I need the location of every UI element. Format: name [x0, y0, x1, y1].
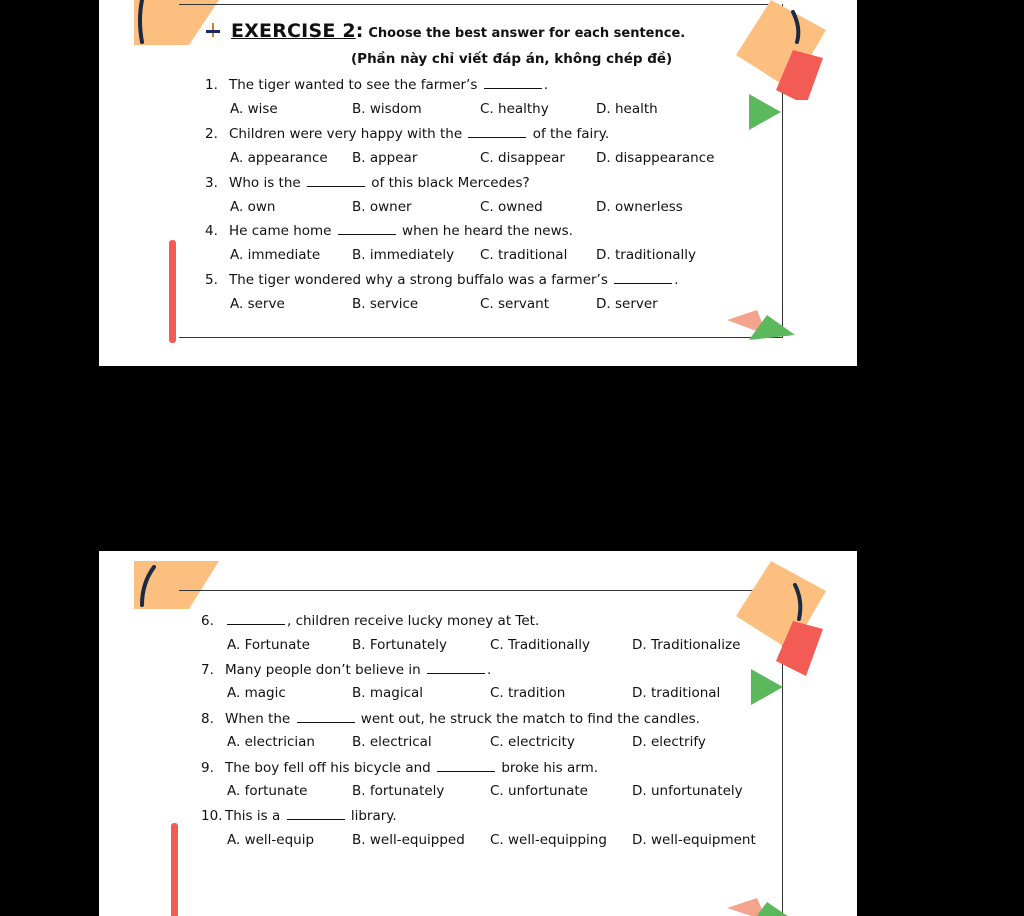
option-a: A. immediate: [230, 247, 321, 263]
question-3: [205, 174, 530, 191]
worksheet-page-1: [99, 0, 857, 366]
option-d: D. unfortunately: [632, 783, 743, 799]
question-4: [205, 222, 573, 239]
option-c: C. well-equipping: [490, 832, 607, 848]
frame-bottom-line: [179, 337, 783, 338]
title-colon: :: [355, 20, 364, 42]
question-10: [201, 807, 397, 824]
question-text-post: broke his arm.: [497, 760, 599, 776]
question-number: 9.: [201, 760, 214, 776]
option-b: B. magical: [352, 685, 424, 701]
question-9: [201, 759, 598, 776]
option-c: C. healthy: [480, 101, 549, 117]
question-number: 4.: [205, 223, 218, 239]
question-number: 8.: [201, 711, 214, 727]
left-red-bar: [169, 240, 176, 343]
option-a: A. own: [230, 199, 276, 215]
question-text-post: of the fairy.: [528, 126, 610, 142]
answer-blank: [484, 76, 542, 89]
question-text-post: .: [486, 662, 492, 678]
option-a: A. electrician: [227, 734, 315, 750]
question-number: 10.: [201, 808, 223, 824]
exercise-title-row: [203, 20, 685, 42]
green-triangle: [747, 92, 783, 132]
option-c: C. electricity: [490, 734, 575, 750]
option-c: C. tradition: [490, 685, 566, 701]
answer-blank: [427, 661, 485, 674]
question-text-post: of this black Mercedes?: [366, 175, 530, 191]
top-right-orange-diamond: [731, 0, 831, 100]
question-text-post: when he heard the news.: [397, 223, 573, 239]
top-right-orange-diamond: [731, 561, 831, 681]
frame-top-line: [179, 4, 779, 5]
option-b: B. well-equipped: [352, 832, 465, 848]
option-b: B. electrical: [352, 734, 432, 750]
option-d: D. well-equipment: [632, 832, 756, 848]
option-c: C. traditional: [480, 247, 568, 263]
question-text-pre: This is a: [225, 808, 285, 824]
option-d: D. server: [596, 296, 658, 312]
option-d: D. ownerless: [596, 199, 683, 215]
option-a: A. wise: [230, 101, 278, 117]
option-c: C. owned: [480, 199, 543, 215]
option-d: D. traditional: [632, 685, 721, 701]
option-a: A. magic: [227, 685, 286, 701]
option-d: D. traditionally: [596, 247, 697, 263]
exercise-instruction: Choose the best answer for each sentence.: [368, 26, 686, 41]
question-text-pre: The boy fell off his bicycle and: [225, 760, 436, 776]
question-number: 2.: [205, 126, 218, 142]
question-2: [205, 125, 609, 142]
question-text-pre: Many people don’t believe in: [225, 662, 425, 678]
option-b: B. Fortunately: [352, 637, 447, 653]
question-number: 7.: [201, 662, 214, 678]
question-text-post: , children receive lucky money at Tet.: [287, 613, 540, 629]
option-d: D. Traditionalize: [632, 637, 741, 653]
option-d: D. disappearance: [596, 150, 715, 166]
option-d: D. electrify: [632, 734, 706, 750]
option-a: A. fortunate: [227, 783, 308, 799]
answer-blank: [297, 710, 355, 723]
option-c: C. unfortunate: [490, 783, 588, 799]
option-a: A. Fortunate: [227, 637, 310, 653]
question-number: 1.: [205, 77, 218, 93]
question-number: 5.: [205, 272, 218, 288]
option-a: A. appearance: [230, 150, 328, 166]
question-1: [205, 76, 548, 93]
option-b: B. appear: [352, 150, 418, 166]
option-b: B. wisdom: [352, 101, 422, 117]
question-5: [205, 271, 678, 288]
option-a: A. serve: [230, 296, 285, 312]
frame-top-line: [179, 590, 779, 591]
answer-blank: [287, 807, 345, 820]
option-b: B. service: [352, 296, 419, 312]
answer-blank: [227, 612, 285, 625]
exercise-note: (Phần này chỉ viết đáp án, không chép đề): [351, 51, 673, 67]
left-red-bar: [171, 823, 178, 916]
question-text-pre: Children were very happy with the: [229, 126, 467, 142]
question-number: 3.: [205, 175, 218, 191]
option-a: A. well-equip: [227, 832, 315, 848]
option-c: C. disappear: [480, 150, 565, 166]
option-d: D. health: [596, 101, 658, 117]
bottom-right-shapes: [727, 896, 797, 916]
option-b: B. fortunately: [352, 783, 445, 799]
question-text-post: .: [674, 272, 679, 288]
answer-blank: [307, 174, 365, 187]
question-6: [201, 612, 539, 629]
option-b: B. owner: [352, 199, 412, 215]
answer-blank: [338, 222, 396, 235]
question-text-pre: Who is the: [229, 175, 305, 191]
question-text-post: library.: [346, 808, 397, 824]
answer-blank: [468, 125, 526, 138]
option-c: C. Traditionally: [490, 637, 591, 653]
pin-icon: [203, 22, 223, 40]
answer-blank: [437, 759, 495, 772]
option-b: B. immediately: [352, 247, 455, 263]
question-number: 6.: [201, 613, 214, 629]
green-triangle: [749, 667, 785, 707]
answer-blank: [614, 271, 672, 284]
question-text-pre: The tiger wanted to see the farmer’s: [229, 77, 482, 93]
bottom-right-shapes: [727, 310, 797, 350]
question-text-pre: When the: [225, 711, 295, 727]
worksheet-page-2: [99, 551, 857, 916]
question-text-post: .: [543, 77, 548, 93]
question-text-pre: The tiger wondered why a strong buffalo was a farmer’s: [229, 272, 613, 288]
question-7: [201, 661, 491, 678]
question-text-post: went out, he struck the match to find the candles.: [356, 711, 700, 727]
question-text-pre: He came home: [229, 223, 336, 239]
exercise-title: EXERCISE 2: [231, 20, 356, 42]
option-c: C. servant: [480, 296, 550, 312]
question-8: [201, 710, 700, 727]
